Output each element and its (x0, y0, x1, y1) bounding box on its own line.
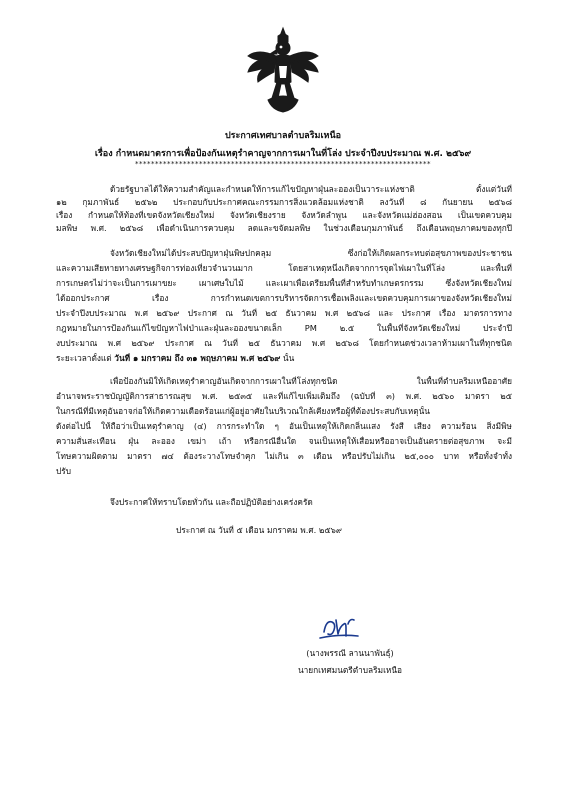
paragraph-2-last-line (56, 353, 512, 364)
paragraph-3-line: ดังต่อไปนี้ ให้ถือว่าเป็นเหตุรำคาญ (๔) การกระทำใด ๆ อันเป็นเหตุให้เกิดกลิ่นแสง รังสี เสียง ความร้อน สิ่งมีพิษ (56, 421, 512, 431)
closing-statement: จึงประกาศให้ทราบโดยทั่วกัน และถือปฏิบัติอย่างเคร่งครัด (110, 497, 313, 507)
paragraph-3-line: โทษความผิดตาม มาตรา ๗๔ ต้องระวางโทษจำคุก ไม่เกิน ๓ เดือน หรือปรับไม่เกิน ๒๕,๐๐๐ บาท หรือทั้งจำทั้ง (56, 451, 512, 461)
paragraph-3-last-line: ปรับ (56, 466, 71, 476)
separator-line: ************************************************************************** (135, 160, 431, 168)
paragraph-2-line: งบประมาณ พ.ศ ๒๕๖๙ ประกาศ ณ วันที่ ๒๕ ธันวาคม พ.ศ ๒๕๖๘ โดยกำหนดช่วงเวลาห้ามเผาในที่ทุกชนิด (56, 338, 512, 348)
signer-position: นายกเทศมนตรีตำบลริมเหนือ (297, 665, 403, 675)
announcement-date: ประกาศ ณ วันที่ ๕ เดือน มกราคม พ.ศ. ๒๕๖๙ (176, 525, 342, 535)
subject-line: เรื่อง กำหนดมาตรการเพื่อป้องกันเหตุรำคาญจากการเผาในที่โล่ง ประจำปีงบประมาณ พ.ศ. ๒๕๖๙ (94, 149, 472, 159)
paragraph-2-line: การเกษตรไม่ว่าจะเป็นการเผาขยะ เผาเศษใบไม้ และเผาเพื่อเตรียมพื้นที่สำหรับทำเกษตรกรรม ซึ่งจังหวัดเชียงใหม่ (56, 278, 512, 288)
paragraph-2-line: ประจำปีงบประมาณ พ.ศ ๒๕๖๙ ประกาศ ณ วันที่ ๒๕ ธันวาคม พ.ศ ๒๕๖๘ และ ประกาศ เรื่อง มาตรการทาง (56, 308, 512, 318)
paragraph-2-line: ได้ออกประกาศ เรื่อง การกำหนดเขตการบริหารจัดการเชื้อเพลิงและเขตควบคุมการเผาของจังหวัดเชียงใหม่ (56, 293, 512, 303)
handwritten-signature (290, 612, 430, 644)
paragraph-1-line: ๑๒ กุมภาพันธ์ ๒๕๖๒ ประกอบกับประกาศคณะกรรมการสิ่งแวดล้อมแห่งชาติ ลงวันที่ ๘ กันยายน ๒๕๖๘ (56, 197, 512, 207)
office-title: ประกาศเทศบาลตำบลริมเหนือ (224, 131, 342, 141)
paragraph-3-line: ในกรณีที่มีเหตุอันอาจก่อให้เกิดความเดือดร้อนแก่ผู้อยู่อาศัยในบริเวณใกล้เคียงหรือผู้ที่ต้องประสบกับเหตุนั้น (56, 406, 430, 416)
paragraph-1-line: มลพิษ พ.ศ. ๒๕๖๘ เพื่อดำเนินการควบคุม ลดและขจัดมลพิษ ในช่วงเดือนกุมภาพันธ์ ถึงเดือนพฤษภาคมของทุกปี (56, 223, 512, 233)
paragraph-2-line: และความเสียหายทางเศรษฐกิจการท่องเที่ยวจำนวนมาก โดยสาเหตุหนึ่งเกิดจากการจุดไฟเผาในที่โล่ง และพื้นที่ (56, 263, 512, 273)
paragraph-2-line: จังหวัดเชียงใหม่ได้ประสบปัญหาฝุ่นพิษปกคลุม ซึ่งก่อให้เกิดผลกระทบต่อสุขภาพของประชาชน (110, 248, 512, 258)
paragraph-3-line: ความสั่นสะเทือน ฝุ่น ละออง เขม่า เถ้า หรือกรณีอื่นใด จนเป็นเหตุให้เสื่อมหรืออาจเป็นอันตรายต่อสุขภาพ จะมี (56, 436, 512, 446)
paragraph-1-line: เรื่อง กำหนดให้ท้องที่เขตจังหวัดเชียงใหม่ จังหวัดเชียงราย จังหวัดลำพูน และจังหวัดแม่ฮ่องสอน เป็นเขตควบคุม (56, 210, 512, 220)
paragraph-2-line: กฎหมายในการป้องกันแก้ไขปัญหาไฟป่าและฝุ่นละอองขนาดเล็ก PM ๒.๕ ในพื้นที่จังหวัดเชียงใหม่ ประจำปี (56, 323, 512, 333)
paragraph-3-line: เพื่อป้องกันมิให้เกิดเหตุรำคาญอันเกิดจากการเผาในที่โล่งทุกชนิด ในพื้นที่ตำบลริมเหนืออาศัย (110, 376, 512, 386)
paragraph-1-line: ด้วยรัฐบาลได้ให้ความสำคัญและกำหนดให้การแก้ไขปัญหาฝุ่นละอองเป็นวาระแห่งชาติ ตั้งแต่วันที่ (110, 184, 512, 194)
garuda-emblem (244, 26, 322, 114)
period-prefix: ระยะเวลาตั้งแต่ (56, 353, 115, 363)
period-suffix: นั้น (280, 353, 295, 363)
paragraph-3-line: อำนาจพระราชบัญญัติการสาธารณสุข พ.ศ. ๒๕๓๕ และที่แก้ไขเพิ่มเติมถึง (ฉบับที่ ๓) พ.ศ. ๒๕๖๐ มาตรา ๒๕ (56, 391, 512, 401)
signer-name: (นางพรรณี ลานนาพันธุ์) (306, 648, 394, 658)
burn-ban-period: วันที่ ๑ มกราคม ถึง ๓๑ พฤษภาคม พ.ศ ๒๕๖๙ (114, 353, 281, 363)
